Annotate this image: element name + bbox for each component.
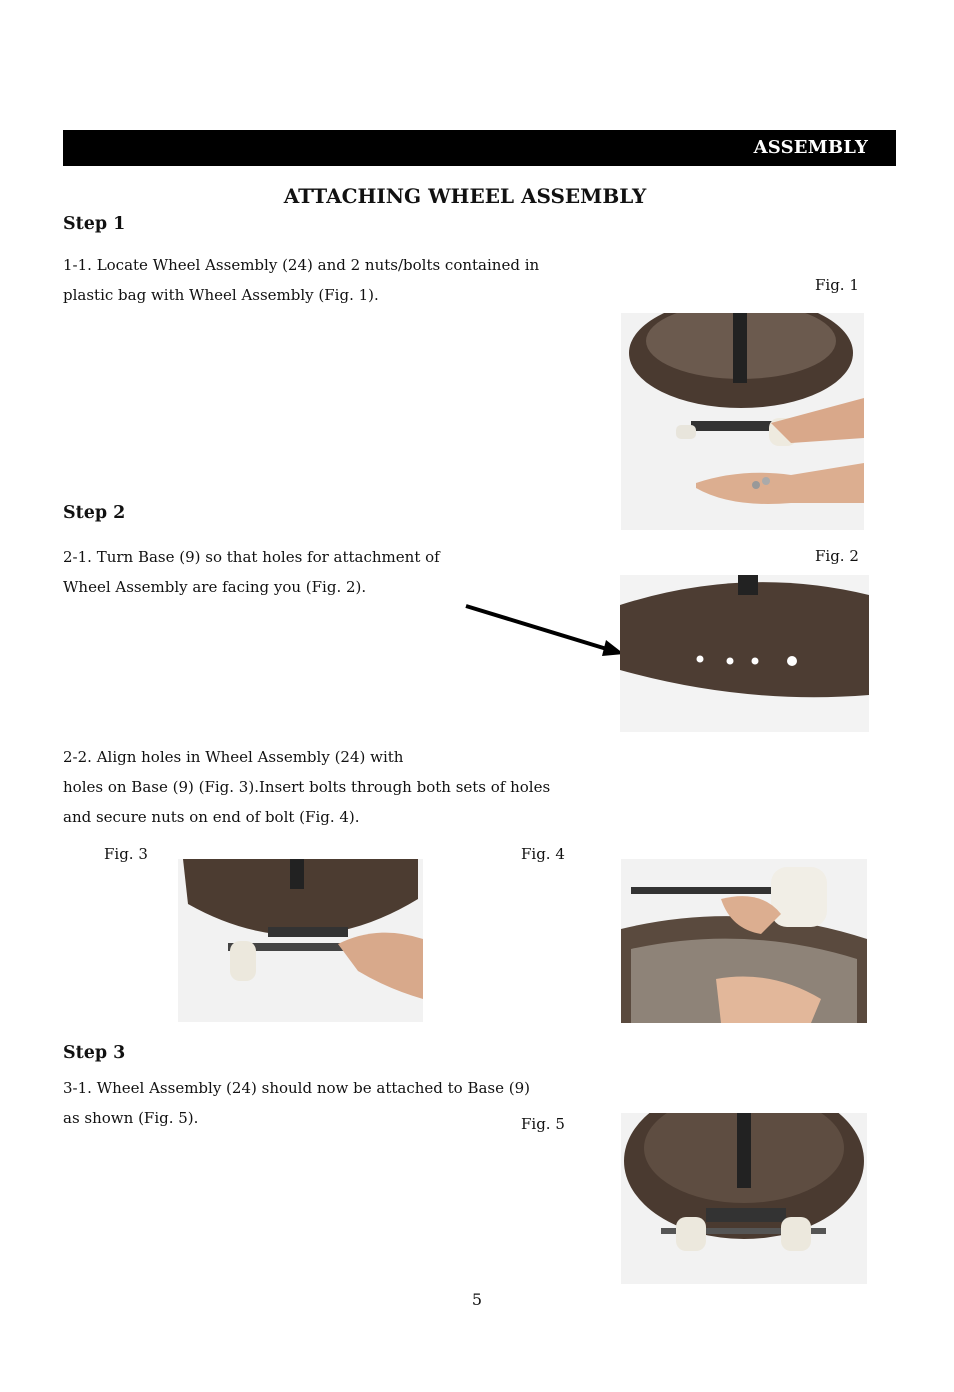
- page-number: 5: [471, 1290, 483, 1309]
- step1-heading: Step 1: [63, 214, 126, 234]
- step3-heading: Step 3: [63, 1043, 126, 1063]
- step3-text: [63, 1073, 530, 1133]
- step2-text-a: [63, 542, 440, 602]
- pointer-arrow-icon: [460, 598, 630, 660]
- step3-line-1: 3-1. Wheel Assembly (24) should now be attached to Base (9): [63, 1079, 531, 1097]
- fig2-photo: [620, 575, 869, 732]
- section-title: ASSEMBLY: [753, 137, 868, 158]
- step2-text-b: [63, 742, 550, 832]
- fig5-label: Fig. 5: [521, 1115, 565, 1133]
- fig5-photo: [621, 1113, 867, 1284]
- fig3-label: Fig. 3: [104, 845, 148, 863]
- step1-line-1: 1-1. Locate Wheel Assembly (24) and 2 nuts/bolts contained in: [63, 256, 540, 274]
- step2-line-1: 2-1. Turn Base (9) so that holes for attachment of: [63, 548, 440, 566]
- page-title: ATTACHING WHEEL ASSEMBLY: [283, 184, 647, 208]
- step2-line-4: holes on Base (9) (Fig. 3).Insert bolts through both sets of holes: [63, 778, 551, 796]
- fig1-photo: [621, 313, 864, 530]
- step1-line-2: plastic bag with Wheel Assembly (Fig. 1).: [63, 286, 379, 304]
- step3-line-2: as shown (Fig. 5).: [63, 1109, 199, 1127]
- step2-line-2: Wheel Assembly are facing you (Fig. 2).: [63, 578, 367, 596]
- fig4-label: Fig. 4: [521, 845, 565, 863]
- section-banner: [63, 130, 896, 166]
- step2-heading: Step 2: [63, 503, 126, 523]
- fig3-photo: [178, 859, 423, 1022]
- fig1-label: Fig. 1: [815, 276, 859, 294]
- step2-line-3: 2-2. Align holes in Wheel Assembly (24) with: [63, 748, 404, 766]
- fig4-photo: [621, 859, 867, 1023]
- step1-text: [63, 250, 539, 310]
- fig2-label: Fig. 2: [815, 547, 859, 565]
- step2-line-5: and secure nuts on end of bolt (Fig. 4).: [63, 808, 360, 826]
